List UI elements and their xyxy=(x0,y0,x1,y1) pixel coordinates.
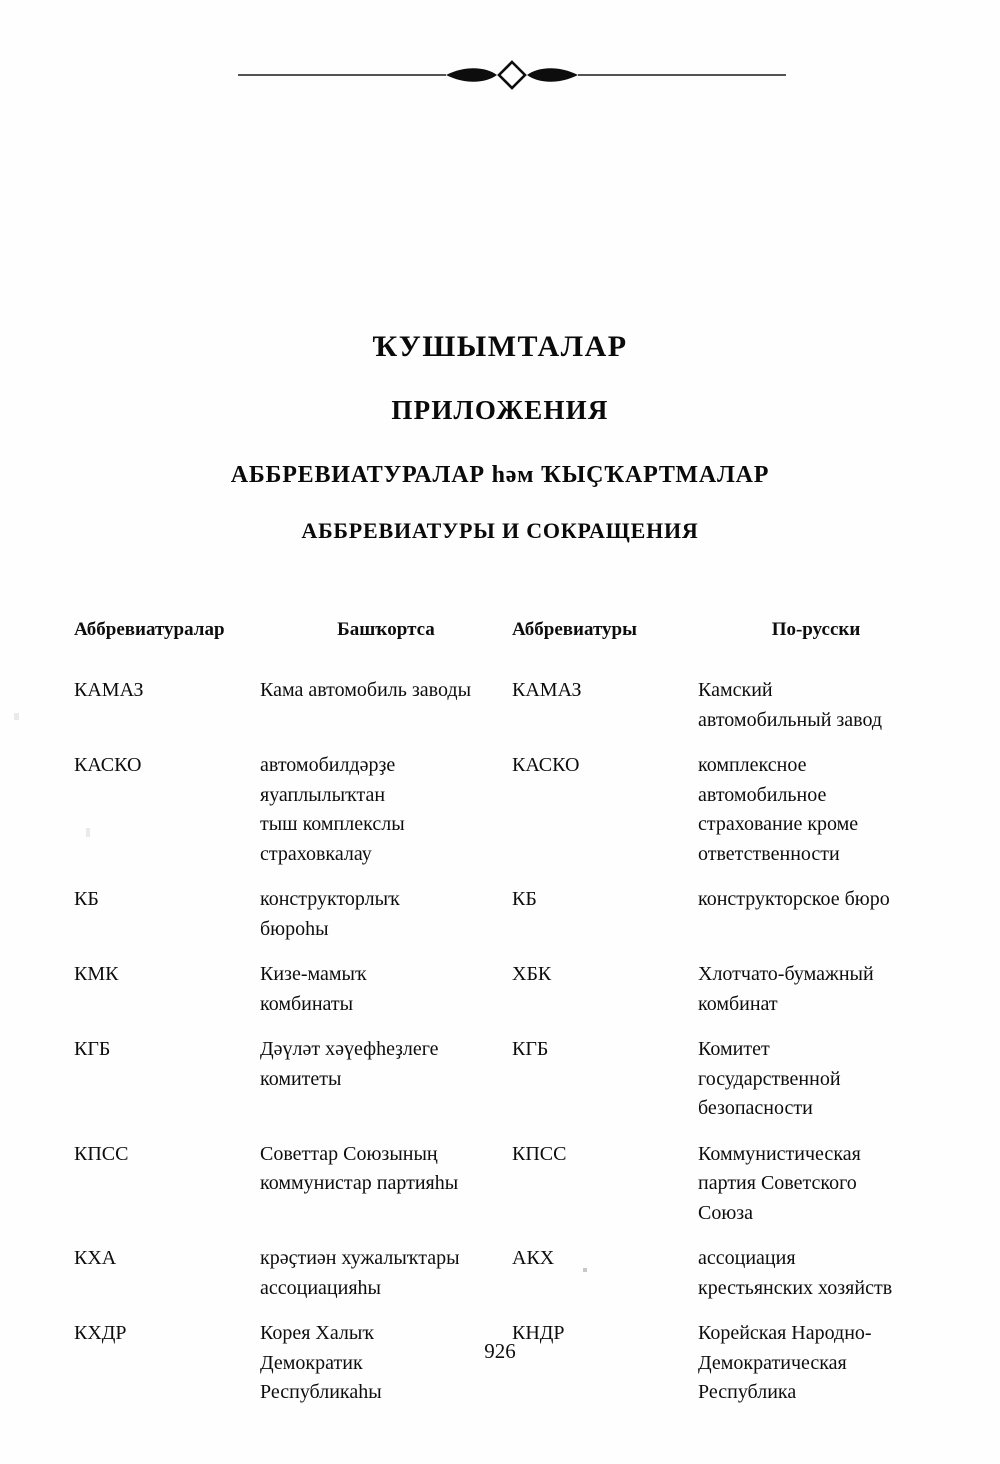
title-bashkir-abbreviations: АББРЕВИАТУРАЛАР һәм ҠЫҪҠАРТМАЛАР xyxy=(230,462,770,488)
cell-abbreviation-russian: КНДР xyxy=(512,1322,565,1344)
cell-abbreviation-russian: ХБК xyxy=(512,963,552,985)
title-russian-abbreviations: АББРЕВИАТУРЫ И СОКРАЩЕНИЯ xyxy=(301,518,699,543)
cell-bashkir-expansion xyxy=(260,960,512,1035)
cell-russian-expansion xyxy=(698,1319,934,1424)
column-header-abbreviations-russian: Аббревиатуры xyxy=(512,619,637,640)
column-header-bashkir: Башҡортса xyxy=(337,619,435,640)
table-row xyxy=(74,1140,934,1245)
cell-abbreviation-russian: КАМАЗ xyxy=(512,679,582,701)
cell-bashkir-expansion xyxy=(260,885,512,960)
table-row xyxy=(74,1319,934,1424)
cell-line: Хлотчато-бумажный xyxy=(698,963,874,985)
cell-line: Кизе-мамыҡ xyxy=(260,963,367,985)
cell-russian-expansion xyxy=(698,1140,934,1245)
cell-line: Корея Халыҡ xyxy=(260,1322,374,1344)
cell-line: крәҫтиән хужалыҡтары xyxy=(260,1247,460,1269)
cell-abbreviation-russian: КБ xyxy=(512,888,537,910)
cell-line: автомобильный завод xyxy=(698,708,883,731)
cell-line: партия Советского xyxy=(698,1172,857,1194)
cell-line: автомобильное xyxy=(698,783,827,806)
table-row xyxy=(74,751,934,885)
cell-line: комплексное xyxy=(698,754,807,776)
column-header-russian: По-русски xyxy=(771,619,861,640)
table-row xyxy=(74,1244,934,1319)
cell-line: автомобилдәрҙе xyxy=(260,754,396,776)
cell-line: страховкалау xyxy=(260,842,372,865)
cell-line: Советтар Союзының xyxy=(260,1142,438,1165)
title-russian-appendices: ПРИЛОЖЕНИЯ xyxy=(391,395,609,425)
cell-line: ассоциацияһы xyxy=(260,1276,381,1299)
cell-line: Коммунистическая xyxy=(698,1142,861,1165)
diamond-flourish-divider-icon xyxy=(238,58,786,92)
cell-abbreviation-bashkir: КАСКО xyxy=(74,754,142,776)
cell-line: Демократическая xyxy=(698,1351,847,1374)
cell-line: комитеты xyxy=(260,1067,342,1090)
page-number: 926 xyxy=(484,1339,516,1363)
cell-bashkir-expansion xyxy=(260,1244,512,1319)
cell-line: комбинат xyxy=(698,992,778,1015)
cell-line: страхование кроме xyxy=(698,813,859,835)
cell-abbreviation-russian: КГБ xyxy=(512,1038,549,1060)
cell-abbreviation-russian: КПСС xyxy=(512,1142,567,1165)
cell-line: Кама автомобиль заводы xyxy=(260,679,472,701)
cell-line: Камский xyxy=(698,679,773,701)
cell-line: крестьянских хозяйств xyxy=(698,1276,893,1299)
cell-line: бюроһы xyxy=(260,917,329,940)
cell-line: коммунистар партияһы xyxy=(260,1172,459,1194)
cell-line: Комитет xyxy=(698,1038,770,1060)
cell-line: ассоциация xyxy=(698,1247,796,1269)
abbreviations-table xyxy=(74,618,934,1424)
title-bashkir-appendices: ҠУШЫМТАЛАР xyxy=(372,330,628,363)
table-row xyxy=(74,885,934,960)
cell-russian-expansion xyxy=(698,1244,934,1319)
cell-line: Дәүләт хәүефһеҙлеге xyxy=(260,1038,439,1060)
cell-abbreviation-bashkir: КБ xyxy=(74,888,99,910)
cell-abbreviation-bashkir: КМК xyxy=(74,963,119,985)
cell-bashkir-expansion xyxy=(260,1035,512,1140)
cell-line: ответственности xyxy=(698,842,840,865)
scan-artifact xyxy=(14,713,19,720)
cell-line: государственной xyxy=(698,1067,841,1090)
cell-abbreviation-russian: КАСКО xyxy=(512,754,580,776)
cell-abbreviation-bashkir: КПСС xyxy=(74,1142,129,1165)
scan-artifact xyxy=(86,828,90,837)
cell-russian-expansion xyxy=(698,1035,934,1140)
cell-abbreviation-russian: АКХ xyxy=(512,1247,555,1269)
cell-line: яуаплылыҡтан xyxy=(260,783,386,806)
cell-line: тыш комплекслы xyxy=(260,813,405,835)
cell-line: безопасности xyxy=(698,1097,813,1119)
cell-russian-expansion xyxy=(698,751,934,885)
cell-bashkir-expansion xyxy=(260,1319,512,1424)
table-row xyxy=(74,960,934,1035)
scan-artifact xyxy=(583,1268,587,1272)
page-title-block xyxy=(0,330,1000,544)
cell-bashkir-expansion xyxy=(260,1140,512,1245)
cell-abbreviation-bashkir: КХА xyxy=(74,1247,117,1269)
table-header-row xyxy=(74,618,934,676)
cell-line: конструкторлыҡ xyxy=(260,888,400,910)
cell-bashkir-expansion xyxy=(260,676,512,751)
cell-line: Республика xyxy=(698,1381,797,1403)
cell-line: Демократик xyxy=(260,1351,363,1374)
cell-abbreviation-bashkir: КХДР xyxy=(74,1322,127,1344)
cell-line: комбинаты xyxy=(260,992,354,1015)
cell-line: Корейская Народно- xyxy=(698,1322,872,1344)
cell-russian-expansion xyxy=(698,676,934,751)
cell-line: конструкторское бюро xyxy=(698,888,890,910)
cell-russian-expansion xyxy=(698,885,934,960)
abbreviations-table-body xyxy=(74,676,934,1424)
cell-line: Союза xyxy=(698,1201,754,1224)
cell-line: Республикаһы xyxy=(260,1381,382,1403)
table-row xyxy=(74,1035,934,1140)
cell-bashkir-expansion xyxy=(260,751,512,885)
cell-abbreviation-bashkir: КАМАЗ xyxy=(74,679,144,701)
column-header-abbreviations-bashkir: Аббревиатуралар xyxy=(74,619,225,640)
cell-abbreviation-bashkir: КГБ xyxy=(74,1038,111,1060)
table-row xyxy=(74,676,934,751)
cell-russian-expansion xyxy=(698,960,934,1035)
